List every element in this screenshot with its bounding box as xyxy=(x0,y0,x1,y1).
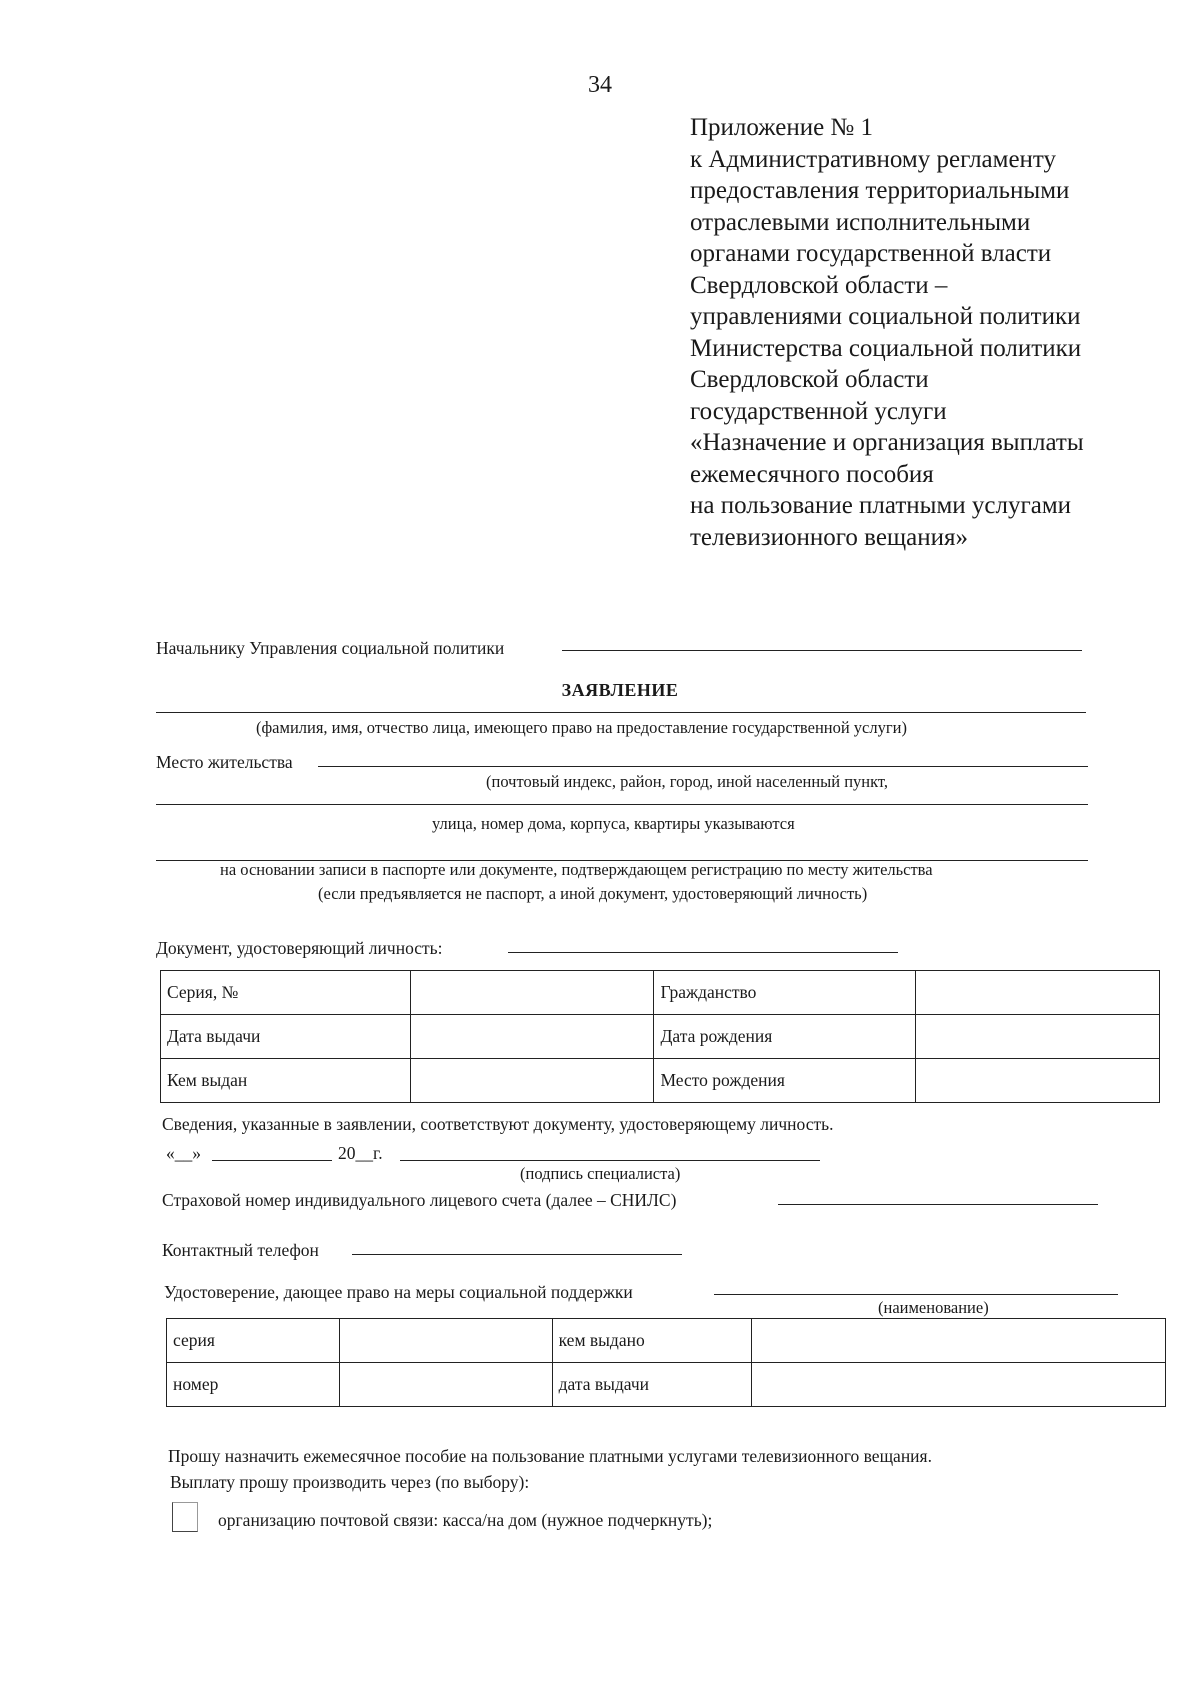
postal-option-label: организацию почтовой связи: касса/на дом (нужное подчеркнуть); xyxy=(218,1510,713,1530)
residence-hint-1: (почтовый индекс, район, город, иной населенный пункт, xyxy=(486,772,889,791)
series-number-input[interactable] xyxy=(410,971,654,1015)
issued-by-input[interactable] xyxy=(410,1059,654,1103)
appendix-line: Министерства социальной политики xyxy=(690,334,1082,362)
appendix-line: телевизионного вещания» xyxy=(690,523,969,551)
snils-field[interactable] xyxy=(778,1204,1098,1205)
citizenship-input[interactable] xyxy=(916,971,1160,1015)
date-day: «__» xyxy=(166,1143,201,1163)
birth-date-input[interactable] xyxy=(916,1015,1160,1059)
snils-label: Страховой номер индивидуального лицевого счета (далее – СНИЛС) xyxy=(162,1190,677,1210)
residence-hint-3: на основании записи в паспорте или документе, подтверждающем регистрацию по месту жительства xyxy=(220,860,933,879)
appendix-line: Приложение № 1 xyxy=(690,114,874,141)
postal-option-checkbox[interactable] xyxy=(172,1502,198,1532)
residence-label: Место жительства xyxy=(156,752,293,772)
appendix-line: управлениями социальной политики xyxy=(690,303,1081,330)
addressee-field[interactable] xyxy=(562,650,1082,651)
certificate-hint: (наименование) xyxy=(878,1298,989,1317)
appendix-header xyxy=(690,112,1190,553)
birth-place-input[interactable] xyxy=(916,1059,1160,1103)
date-month-field[interactable] xyxy=(212,1160,332,1161)
table-cell-label: Серия, № xyxy=(161,971,411,1015)
appendix-line: к Административному регламенту xyxy=(690,145,1057,173)
certificate-name-field[interactable] xyxy=(714,1294,1118,1295)
phone-label: Контактный телефон xyxy=(162,1240,319,1260)
signature-hint: (подпись специалиста) xyxy=(520,1164,681,1183)
addressee-label: Начальнику Управления социальной политики xyxy=(156,638,505,658)
cert-number-input[interactable] xyxy=(339,1363,552,1407)
certificate-table xyxy=(166,1318,1166,1407)
request-text: Прошу назначить ежемесячное пособие на пользование платными услугами телевизионного вещания. xyxy=(168,1446,932,1466)
fio-field[interactable] xyxy=(156,712,1086,713)
appendix-line: ежемесячного пособия xyxy=(690,460,934,488)
date-year: 20__г. xyxy=(338,1143,383,1163)
id-doc-field[interactable] xyxy=(508,952,898,953)
appendix-line: «Назначение и организация выплаты xyxy=(690,429,1084,456)
table-row xyxy=(161,1059,1160,1103)
residence-hint-2: улица, номер дома, корпуса, квартиры указываются xyxy=(432,814,795,833)
table-row xyxy=(161,1015,1160,1059)
table-cell-label: номер xyxy=(167,1363,340,1407)
table-cell-label: кем выдано xyxy=(552,1319,752,1363)
appendix-line: Свердловской области – xyxy=(690,271,948,299)
table-cell-label: Кем выдан xyxy=(161,1059,411,1103)
table-cell-label: серия xyxy=(167,1319,340,1363)
appendix-line: предоставления территориальными xyxy=(690,177,1070,204)
residence-field-1[interactable] xyxy=(318,766,1088,767)
id-doc-table xyxy=(160,970,1160,1103)
appendix-line: государственной услуги xyxy=(690,397,947,425)
table-cell-label: Дата выдачи xyxy=(161,1015,411,1059)
residence-hint-4: (если предъявляется не паспорт, а иной документ, удостоверяющий личность) xyxy=(318,884,868,903)
appendix-line: отраслевыми исполнительными xyxy=(690,208,1031,236)
appendix-line: органами государственной власти xyxy=(690,240,1052,267)
certificate-label: Удостоверение, дающее право на меры социальной поддержки xyxy=(164,1282,633,1302)
fio-hint: (фамилия, имя, отчество лица, имеющего право на предоставление государственной услуги) xyxy=(256,718,907,737)
issue-date-input[interactable] xyxy=(410,1015,654,1059)
appendix-line: Свердловской области xyxy=(690,366,929,393)
phone-field[interactable] xyxy=(352,1254,682,1255)
page-number: 34 xyxy=(588,72,612,98)
table-cell-label: Место рождения xyxy=(654,1059,916,1103)
appendix-line: на пользование платными услугами xyxy=(690,492,1072,519)
table-row xyxy=(167,1319,1166,1363)
verification-text: Сведения, указанные в заявлении, соответствуют документу, удостоверяющему личность. xyxy=(162,1114,834,1134)
cert-series-input[interactable] xyxy=(339,1319,552,1363)
table-row xyxy=(167,1363,1166,1407)
table-cell-label: дата выдачи xyxy=(552,1363,752,1407)
form-title: ЗАЯВЛЕНИЕ xyxy=(561,680,679,700)
residence-field-2[interactable] xyxy=(156,804,1088,805)
payment-text: Выплату прошу производить через (по выбору): xyxy=(170,1472,530,1492)
id-doc-label: Документ, удостоверяющий личность: xyxy=(156,938,443,958)
table-cell-label: Гражданство xyxy=(654,971,916,1015)
table-cell-label: Дата рождения xyxy=(654,1015,916,1059)
cert-issued-by-input[interactable] xyxy=(752,1319,1166,1363)
cert-issue-date-input[interactable] xyxy=(752,1363,1166,1407)
table-row xyxy=(161,971,1160,1015)
specialist-signature-field[interactable] xyxy=(400,1160,820,1161)
